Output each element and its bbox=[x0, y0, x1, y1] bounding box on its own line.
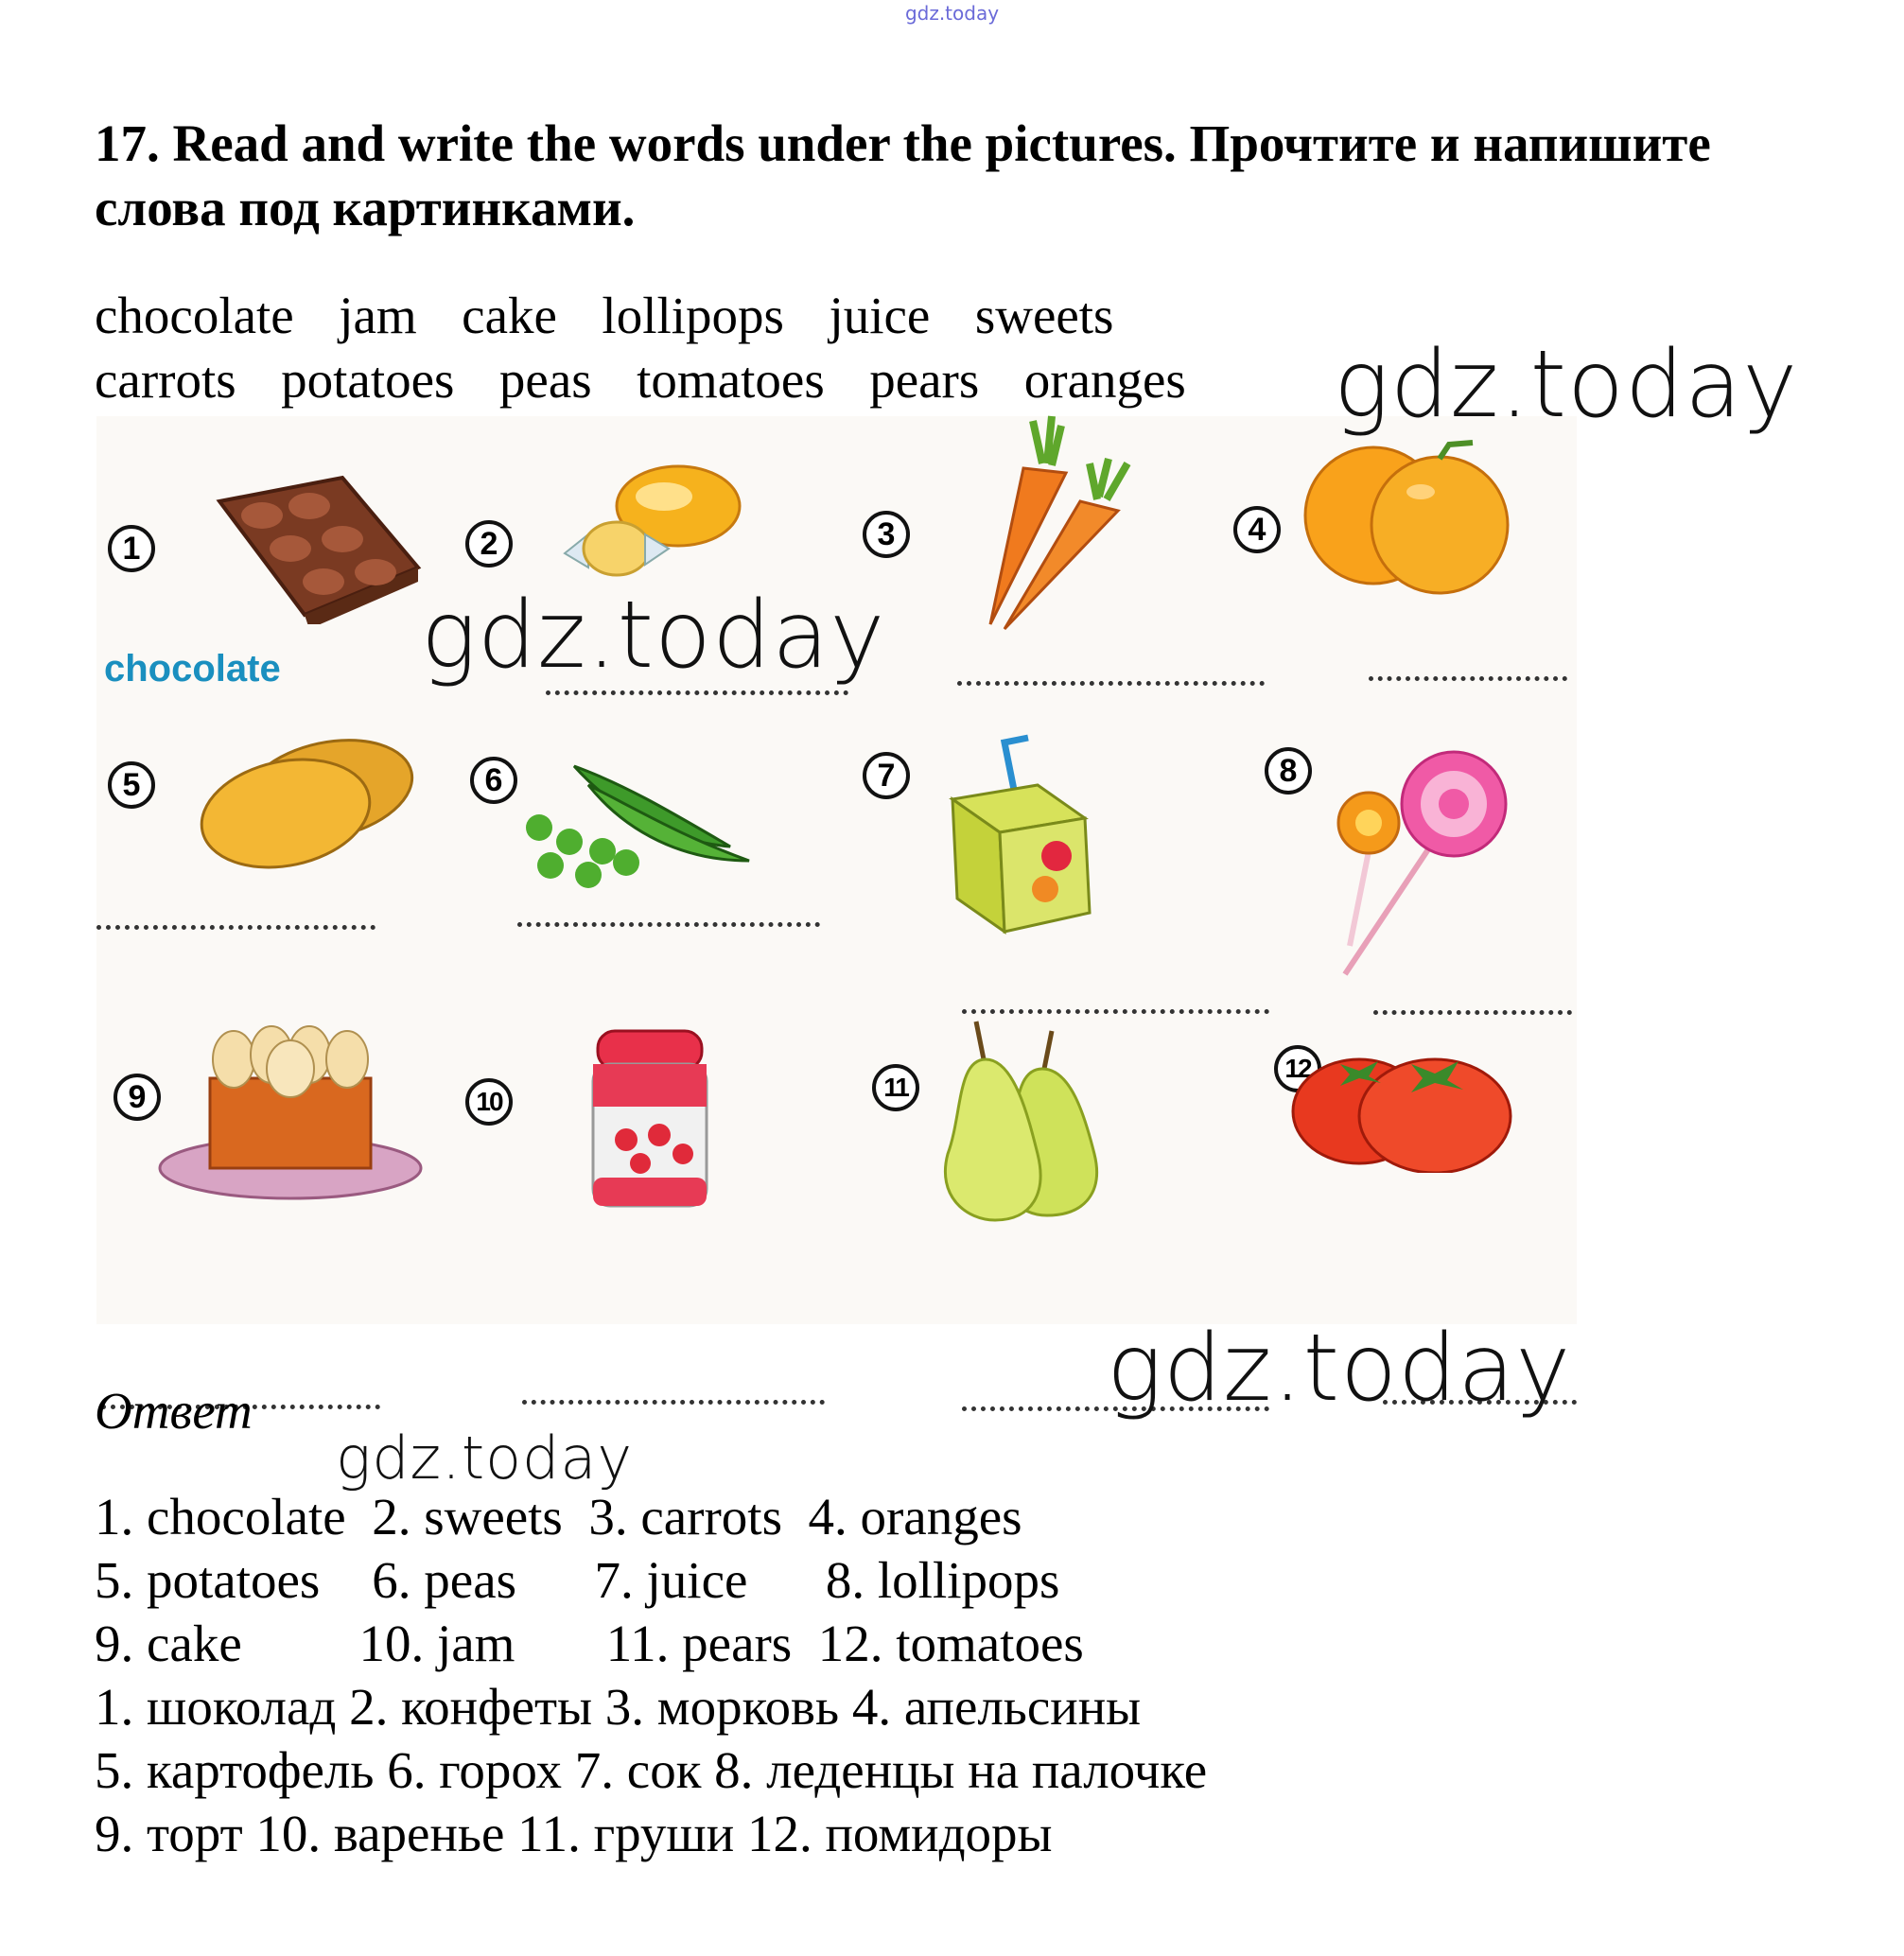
task-title-line-2: слова под картинками. bbox=[95, 179, 636, 236]
example-answer-chocolate: chocolate bbox=[104, 648, 281, 690]
lollipops-icon bbox=[1326, 738, 1515, 984]
tomatoes-icon bbox=[1288, 1040, 1515, 1173]
number-badge: 8 bbox=[1265, 747, 1312, 795]
answer-line bbox=[522, 1400, 825, 1405]
answer-line-1: 1. chocolate 2. sweets 3. carrots 4. oranges bbox=[95, 1488, 1022, 1546]
answer-line-4: 1. шоколад 2. конфеты 3. морковь 4. апельсины bbox=[95, 1678, 1142, 1736]
number-badge: 3 bbox=[863, 511, 910, 558]
answer-line-6: 9. торт 10. варенье 11. груши 12. помидоры bbox=[95, 1805, 1053, 1862]
cake-icon bbox=[158, 1012, 432, 1201]
number-badge: 1 bbox=[108, 525, 155, 572]
top-watermark: gdz.today bbox=[904, 2, 1000, 25]
watermark: gdz.today bbox=[421, 582, 886, 690]
oranges-icon bbox=[1298, 435, 1515, 596]
answer-list bbox=[95, 1485, 1207, 1865]
answer-line bbox=[1369, 676, 1567, 681]
answer-heading: Ответ bbox=[95, 1382, 253, 1440]
answer-line bbox=[96, 925, 376, 930]
number-badge: 2 bbox=[465, 520, 513, 568]
number-badge: 9 bbox=[114, 1074, 161, 1121]
peas-icon bbox=[522, 757, 768, 889]
carrots-icon bbox=[948, 407, 1146, 634]
number-badge: 10 bbox=[465, 1078, 513, 1126]
number-badge: 12 bbox=[1274, 1045, 1321, 1092]
answer-line-5: 5. картофель 6. горох 7. сок 8. леденцы на палочке bbox=[95, 1741, 1208, 1799]
word-bank bbox=[95, 284, 1186, 412]
number-badge: 4 bbox=[1233, 506, 1281, 553]
answer-line bbox=[957, 681, 1265, 686]
number-badge: 6 bbox=[470, 757, 517, 804]
task-title bbox=[95, 112, 1873, 240]
answer-line bbox=[1373, 1010, 1572, 1015]
answer-line bbox=[546, 690, 848, 695]
word-bank-line-1: chocolate jam cake lollipops juice sweets bbox=[95, 287, 1114, 344]
task-title-line-1: 17. Read and write the words under the pictures. Прочтите и напишите bbox=[95, 114, 1711, 172]
watermark: gdz.today bbox=[1334, 331, 1799, 439]
watermark: gdz.today bbox=[1107, 1315, 1572, 1423]
potatoes-icon bbox=[196, 728, 423, 870]
sweets-icon bbox=[546, 459, 744, 582]
answer-line bbox=[517, 922, 820, 927]
pears-icon bbox=[929, 1012, 1118, 1230]
word-bank-line-2: carrots potatoes peas tomatoes pears oranges bbox=[95, 351, 1186, 409]
watermark: gdz.today bbox=[336, 1423, 634, 1493]
number-badge: 5 bbox=[108, 761, 155, 809]
chocolate-icon bbox=[201, 473, 428, 624]
jam-icon bbox=[588, 1022, 711, 1211]
answer-line-2: 5. potatoes 6. peas 7. juice 8. lollipops bbox=[95, 1551, 1060, 1609]
number-badge: 11 bbox=[872, 1064, 919, 1111]
picture-panel bbox=[96, 416, 1577, 1324]
answer-line-3: 9. cake 10. jam 11. pears 12. tomatoes bbox=[95, 1615, 1084, 1672]
number-badge: 7 bbox=[863, 752, 910, 799]
juice-icon bbox=[934, 733, 1123, 941]
